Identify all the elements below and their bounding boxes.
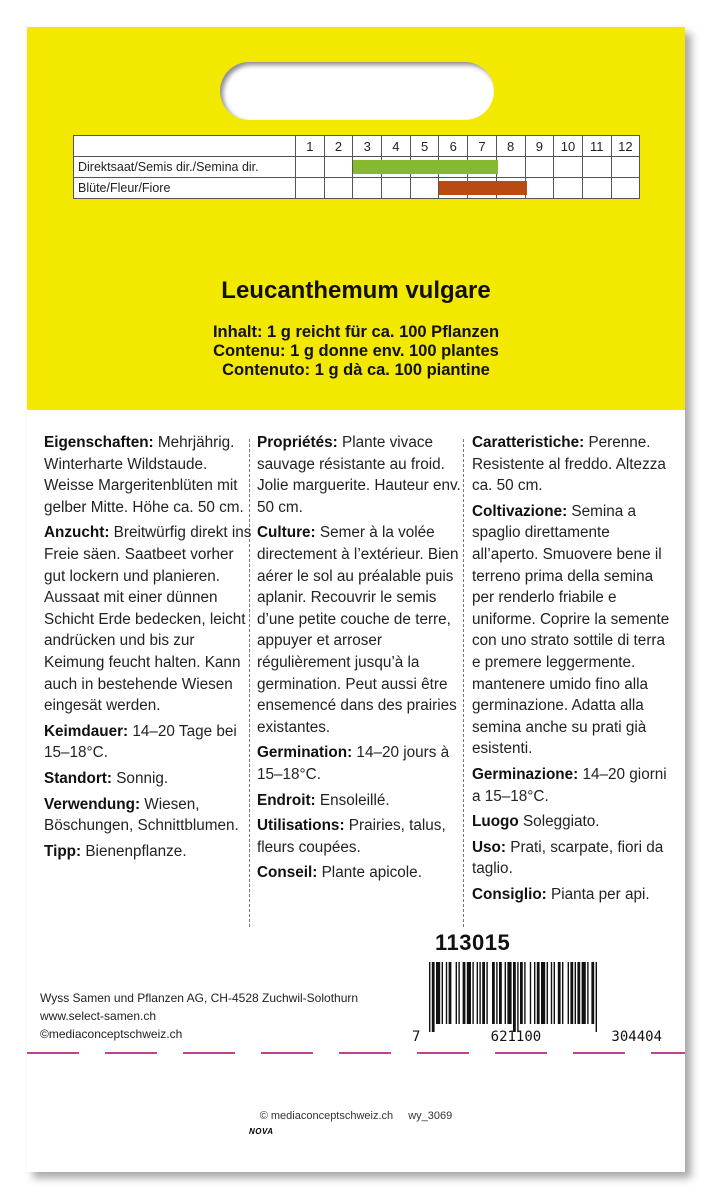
barcode-bar <box>577 962 580 1024</box>
barcode-bar <box>499 962 502 1024</box>
cal-cell <box>554 178 583 199</box>
barcode-bar <box>530 962 531 1024</box>
company-address <box>40 989 358 1043</box>
barcode-bar <box>591 962 594 1024</box>
cal-cell <box>554 157 583 178</box>
calendar-row-bloom <box>74 178 640 199</box>
barcode-bar <box>517 962 518 1032</box>
it-location: Luogo Soleggiato. <box>472 813 600 831</box>
it-tip: Consiglio: Pianta per api. <box>472 885 650 903</box>
de-properties: Eigenschaften: Mehrjährig. Winterharte Wildstaude. Weisse Margeritenblüten mit gelber Mitte. Höhe ca. 50 cm. <box>44 434 244 516</box>
cal-cell <box>582 157 611 178</box>
italian-column <box>472 432 672 909</box>
article-number: 113015 <box>435 930 511 955</box>
company-name: Wyss Samen und Pflanzen AG, CH-4528 Zuchwil-Solothurn <box>40 991 359 1005</box>
fr-properties: Propriétés: Plante vivace sauvage résistante au froid. Jolie marguerite. Hauteur env. 50 cm. <box>257 434 461 516</box>
package-contents <box>27 323 685 380</box>
column-divider <box>463 439 464 927</box>
barcode-bar <box>554 962 555 1024</box>
german-column <box>44 432 252 866</box>
barcode-bar <box>587 962 588 1024</box>
cal-cell <box>296 178 325 199</box>
contents-it: Contenuto: 1 g dà ca. 100 piantine <box>222 361 490 379</box>
nova-logo: NOVA <box>249 1127 274 1136</box>
barcode-bar <box>492 962 495 1024</box>
cal-cell <box>382 178 411 199</box>
month-cell: 11 <box>582 136 611 157</box>
french-column <box>257 432 463 888</box>
cal-cell <box>525 157 554 178</box>
barcode-bar <box>467 962 471 1024</box>
barcode-bar <box>513 962 516 1032</box>
yellow-header <box>27 27 685 410</box>
barcode-bar <box>436 962 440 1024</box>
barcode-bar <box>477 962 478 1024</box>
cal-cell <box>611 157 640 178</box>
barcode-bar <box>432 962 435 1032</box>
cal-cell <box>582 178 611 199</box>
cal-cell <box>353 157 382 178</box>
month-cell: 4 <box>382 136 411 157</box>
cal-cell <box>468 178 497 199</box>
barcode-bar <box>575 962 576 1024</box>
barcode-bar <box>507 962 511 1024</box>
barcode-bar <box>429 962 430 1032</box>
hang-hole <box>220 62 494 120</box>
de-germination: Keimdauer: 14–20 Tage bei 15–18°C. <box>44 722 237 762</box>
cal-cell <box>410 178 439 199</box>
contents-de: Inhalt: 1 g reicht für ca. 100 Pflanzen <box>212 323 500 341</box>
fr-tip: Conseil: Plante apicole. <box>257 864 422 882</box>
cal-cell <box>611 178 640 199</box>
de-use: Verwendung: Wiesen, Böschungen, Schnittblumen. <box>44 795 239 835</box>
barcode-bar <box>541 962 545 1024</box>
month-cell: 12 <box>611 136 640 157</box>
row-label-bloom: Blüte/Fleur/Fiore <box>74 178 296 199</box>
barcode-bar <box>524 962 525 1024</box>
barcode-bar <box>558 962 561 1024</box>
barcode-bar <box>570 962 573 1024</box>
month-cell: 2 <box>324 136 353 157</box>
barcode <box>427 962 659 1032</box>
barcode-bar <box>482 962 485 1024</box>
cal-cell <box>324 178 353 199</box>
cal-cell <box>324 157 353 178</box>
barcode-bar <box>520 962 523 1024</box>
barcode-bar <box>456 962 457 1024</box>
barcode-bar <box>458 962 459 1024</box>
calendar-corner <box>74 136 296 157</box>
calendar-row-sowing <box>74 157 640 178</box>
barcode-digit-group: 7 <box>412 1029 421 1045</box>
month-cell: 8 <box>496 136 525 157</box>
month-cell: 3 <box>353 136 382 157</box>
copyright-line: ©mediaconceptschweiz.ch <box>40 1027 183 1041</box>
footer-code: wy_3069 <box>408 1110 453 1122</box>
cal-cell <box>353 178 382 199</box>
de-location: Standort: Sonnig. <box>44 769 169 787</box>
barcode-digit-group: 621100 <box>490 1029 542 1045</box>
fr-germination: Germination: 14–20 jours à 15–18°C. <box>257 744 450 783</box>
cal-cell <box>496 157 525 178</box>
barcode-bar <box>446 962 447 1024</box>
plant-name-title: Leucanthemum vulgare <box>221 277 491 304</box>
footer <box>27 1110 685 1122</box>
month-cell: 5 <box>410 136 439 157</box>
fr-use: Utilisations: Prairies, talus, fleurs coupées. <box>257 817 446 856</box>
month-cell: 7 <box>468 136 497 157</box>
it-properties: Caratteristiche: Perenne. Resistente al freddo. Altezza ca. 50 cm. <box>472 434 666 495</box>
barcode-bar <box>596 962 597 1032</box>
de-tip: Tipp: Bienenpflanze. <box>44 842 187 860</box>
cut-line <box>27 1052 685 1054</box>
it-germination: Germinazione: 14–20 giorni a 15–18°C. <box>472 765 667 805</box>
barcode-bar <box>582 962 586 1024</box>
barcode-bar <box>568 962 569 1024</box>
de-cultivation: Anzucht: Breitwürfig direkt ins Freie säen. Saatbeet vorher gut lockern und planieren. Aussaat mit einer dünnen Schicht Erde bedecken, leicht andrücken und bis zur Keimung feucht halten. Kann auch in bestehende Wiesen eingesät werden. <box>44 524 252 715</box>
cal-cell <box>468 157 497 178</box>
barcode-bar <box>486 962 487 1024</box>
cal-cell <box>439 157 468 178</box>
cal-cell <box>496 178 525 199</box>
month-cell: 6 <box>439 136 468 157</box>
barcode-bar <box>496 962 497 1024</box>
barcode-digit-group: 304404 <box>611 1029 662 1045</box>
contents-fr: Contenu: 1 g donne env. 100 plantes <box>213 342 499 360</box>
month-cell: 9 <box>525 136 554 157</box>
barcode-bar <box>534 962 535 1024</box>
cal-cell <box>296 157 325 178</box>
barcode-bar <box>537 962 540 1024</box>
row-label-sowing: Direktsaat/Semis dir./Semina dir. <box>74 157 296 178</box>
cal-cell <box>382 157 411 178</box>
barcode-bar <box>472 962 473 1024</box>
website-link[interactable]: www.select-samen.ch <box>40 1009 157 1023</box>
cal-cell <box>525 178 554 199</box>
calendar-header-row <box>74 136 640 157</box>
fr-location: Endroit: Ensoleillé. <box>257 791 390 809</box>
month-cell: 1 <box>296 136 325 157</box>
it-cultivation: Coltivazione: Semina a spaglio direttamente all’aperto. Smuovere bene il terreno prima della semina per renderlo friabile e uniforme. Coprire la semente con uno strato sottile di terra e premere leggermente. mantenere umido fino alla germinazione. Adatta alla semina anche su prati già esistenti. <box>472 502 670 758</box>
barcode-digits <box>412 1029 662 1045</box>
barcode-bar <box>547 962 548 1024</box>
sowing-calendar <box>73 135 640 199</box>
barcode-bar <box>479 962 480 1024</box>
cal-cell <box>410 157 439 178</box>
cal-cell <box>439 178 468 199</box>
barcode-bar <box>463 962 466 1024</box>
barcode-bar <box>449 962 452 1024</box>
month-cell: 10 <box>554 136 583 157</box>
barcode-bar <box>442 962 443 1024</box>
it-use: Uso: Prati, scarpate, fiori da taglio. <box>472 838 664 878</box>
barcode-bar <box>562 962 563 1024</box>
barcode-bar <box>551 962 552 1024</box>
seed-packet <box>27 27 685 1172</box>
barcode-bar <box>505 962 506 1024</box>
fr-cultivation: Culture: Semer à la volée directement à l’extérieur. Bien aérer le sol au préalable puis aplanir. Recouvrir le semis d’une petite couche de terre, appuyer et arroser régulièrement jusqu’à la germination. Peut aussi être ensemencé dans des prairies existantes. <box>257 524 459 736</box>
footer-copyright: © mediaconceptschweiz.ch <box>259 1110 394 1122</box>
